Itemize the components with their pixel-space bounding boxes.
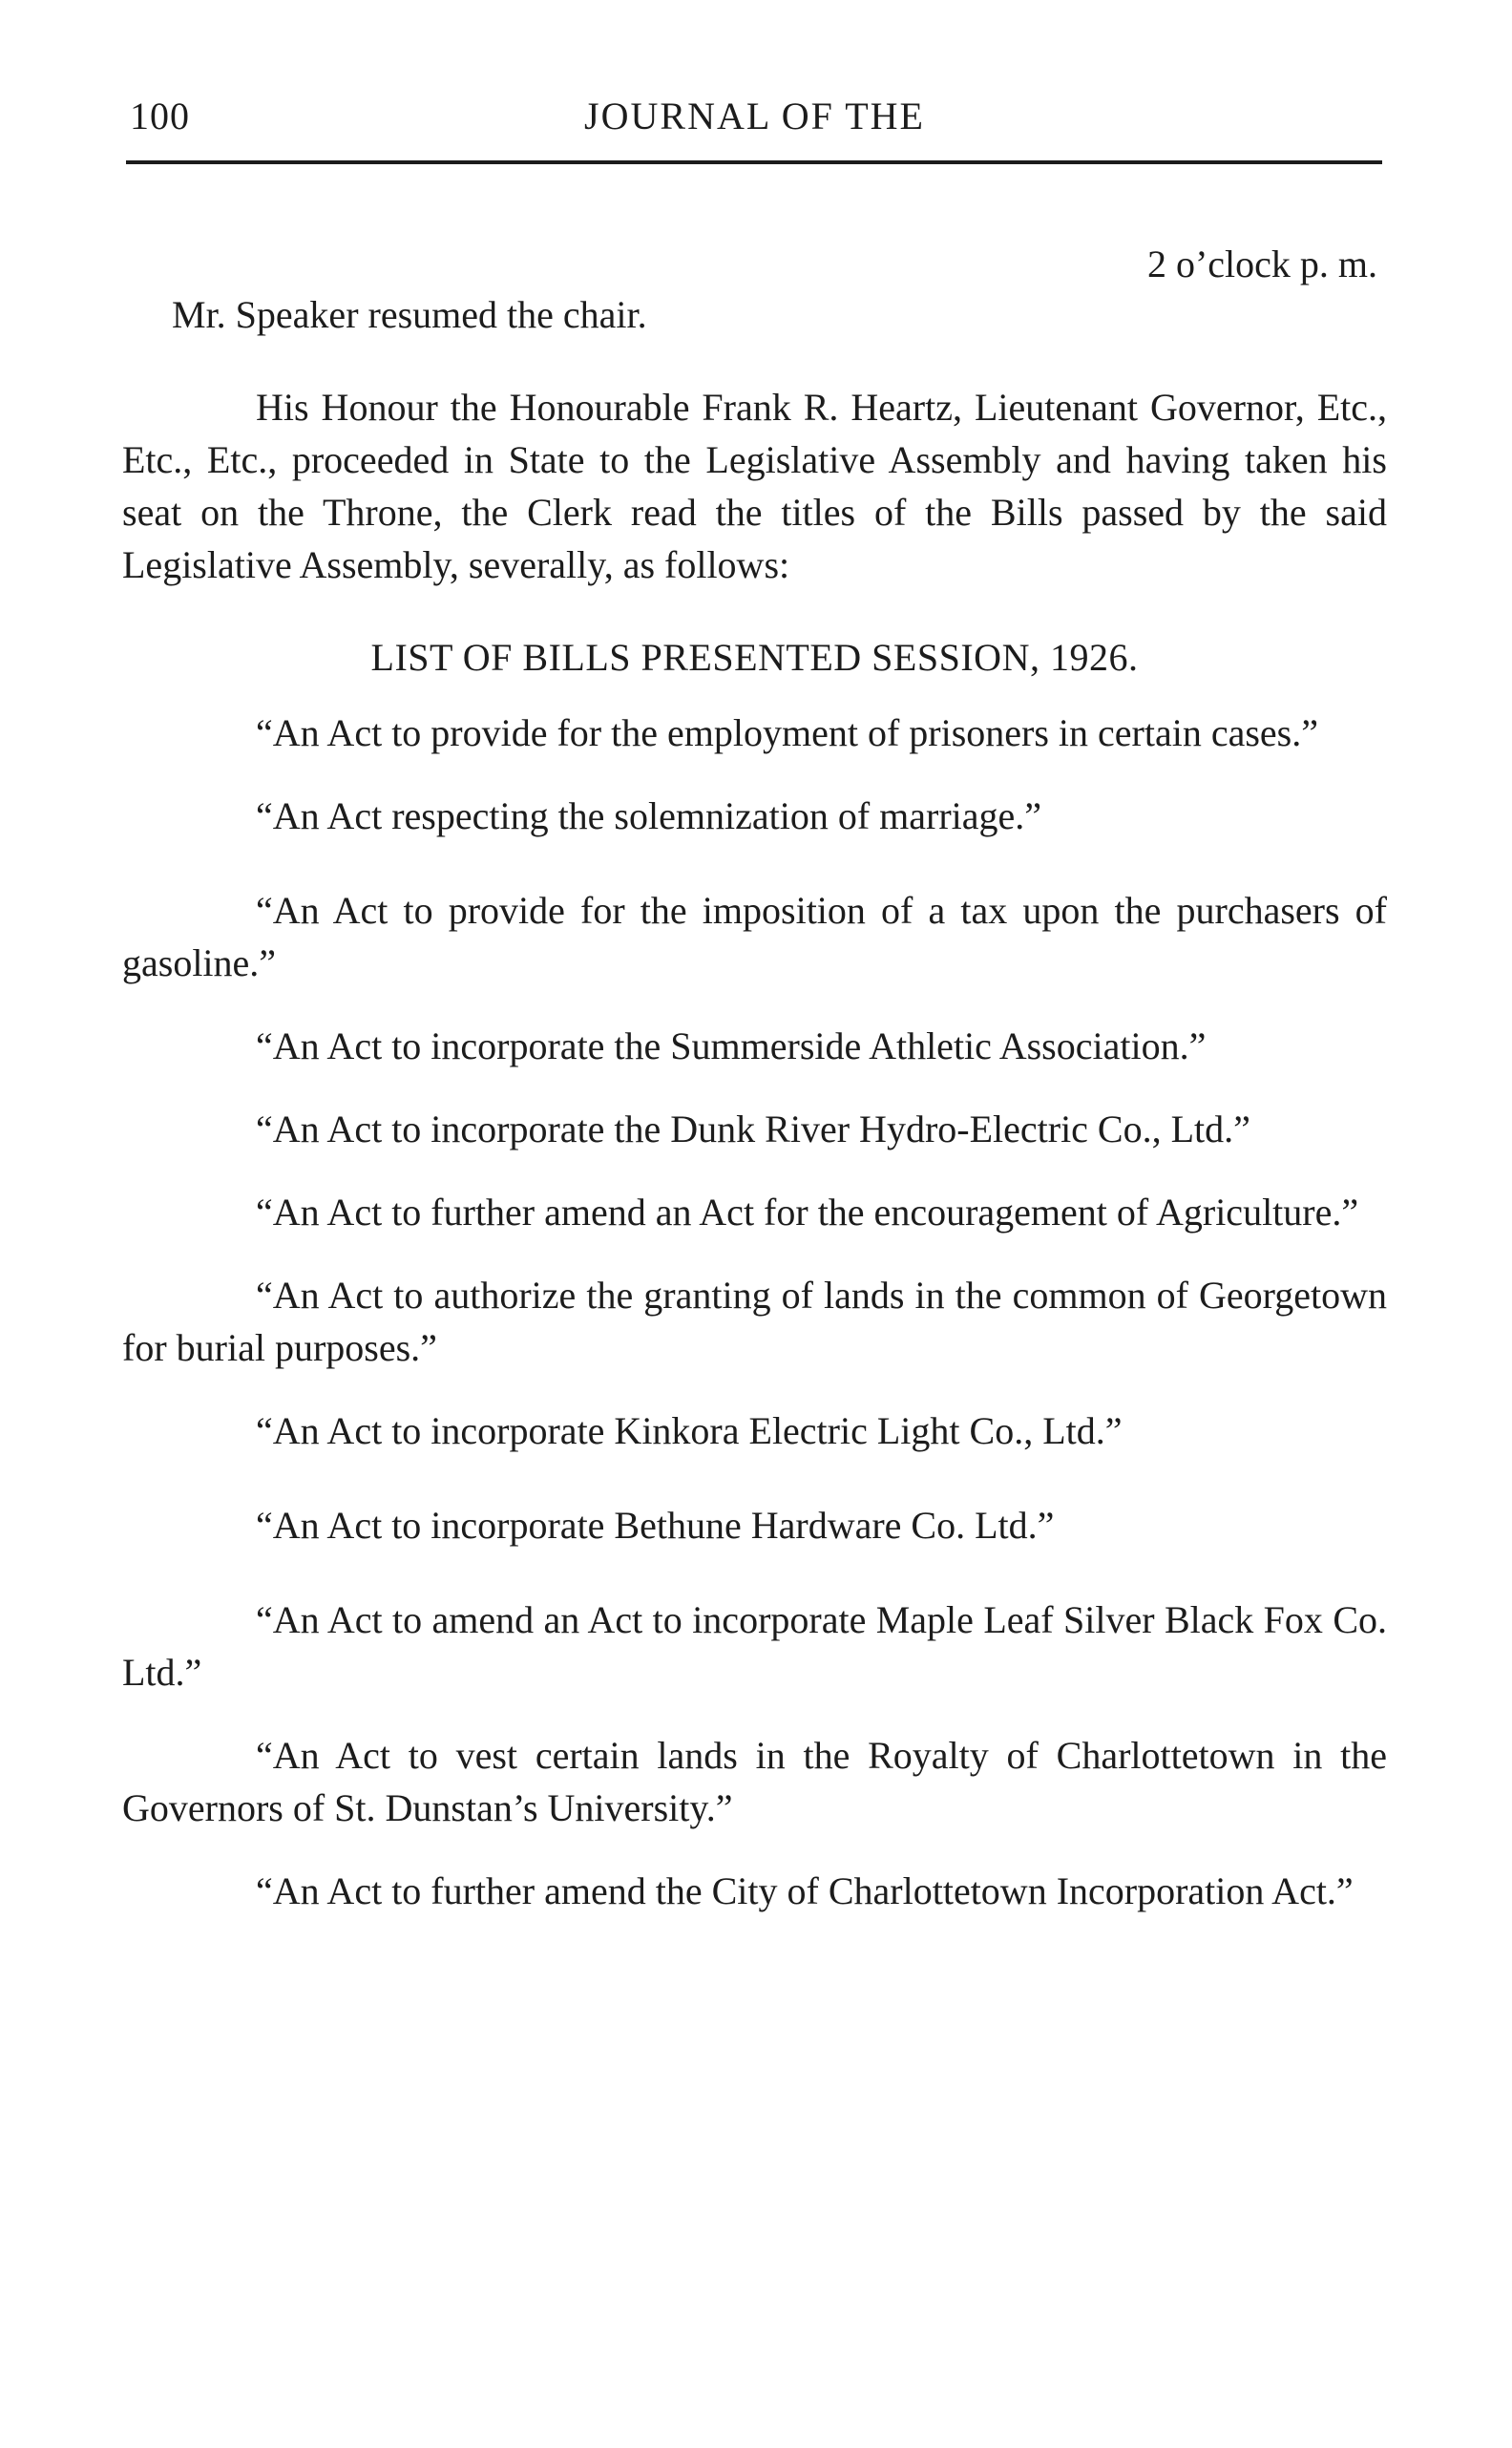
bill-item: “An Act to further amend the City of Charlottetown Incorporation Act.” — [256, 1869, 1354, 1912]
speaker-line: Mr. Speaker resumed the chair. — [172, 293, 647, 336]
bill-item: “An Act respecting the solemnization of marriage.” — [256, 794, 1042, 837]
session-time: 2 o’clock p. m. — [1146, 243, 1377, 285]
journal-page — [122, 0, 1387, 2448]
bill-item: “An Act to vest certain lands in the Royalty of Charlottetown in the Governors of St. Dunstan’s University.” — [122, 1734, 1387, 1829]
journal-title: JOURNAL OF THE — [584, 95, 925, 137]
bill-item: “An Act to incorporate the Dunk River Hydro-Electric Co., Ltd.” — [256, 1108, 1250, 1150]
bill-item: “An Act to amend an Act to incorporate Maple Leaf Silver Black Fox Co. Ltd.” — [122, 1598, 1387, 1694]
bill-item: “An Act to further amend an Act for the encouragement of Agriculture.” — [256, 1191, 1359, 1234]
bill-item: “An Act to provide for the imposition of a tax upon the purchasers of gasoline.” — [122, 889, 1387, 984]
bill-item: “An Act to authorize the granting of lands in the common of Georgetown for burial purposes.” — [122, 1274, 1387, 1369]
bill-item: “An Act to incorporate the Summerside Athletic Association.” — [256, 1024, 1207, 1067]
bill-item: “An Act to incorporate Bethune Hardware Co. Ltd.” — [256, 1504, 1055, 1547]
bill-item: “An Act to provide for the employment of prisoners in certain cases.” — [256, 711, 1318, 754]
journal-body — [122, 288, 1387, 1948]
bill-item: “An Act to incorporate Kinkora Electric Light Co., Ltd.” — [256, 1409, 1123, 1452]
page-number: 100 — [130, 95, 190, 137]
bills-list-heading: LIST OF BILLS PRESENTED SESSION, 1926. — [370, 636, 1139, 679]
running-head — [122, 94, 1387, 151]
intro-paragraph: His Honour the Honourable Frank R. Heartz, Lieutenant Governor, Etc., Etc., Etc., proceeded in State to the Legislative Assembly and having taken his seat on the Throne, the Clerk read the titles of the Bills passed by the said Legislative Assembly, severally, as follows: — [122, 386, 1387, 586]
header-rule — [126, 160, 1382, 164]
